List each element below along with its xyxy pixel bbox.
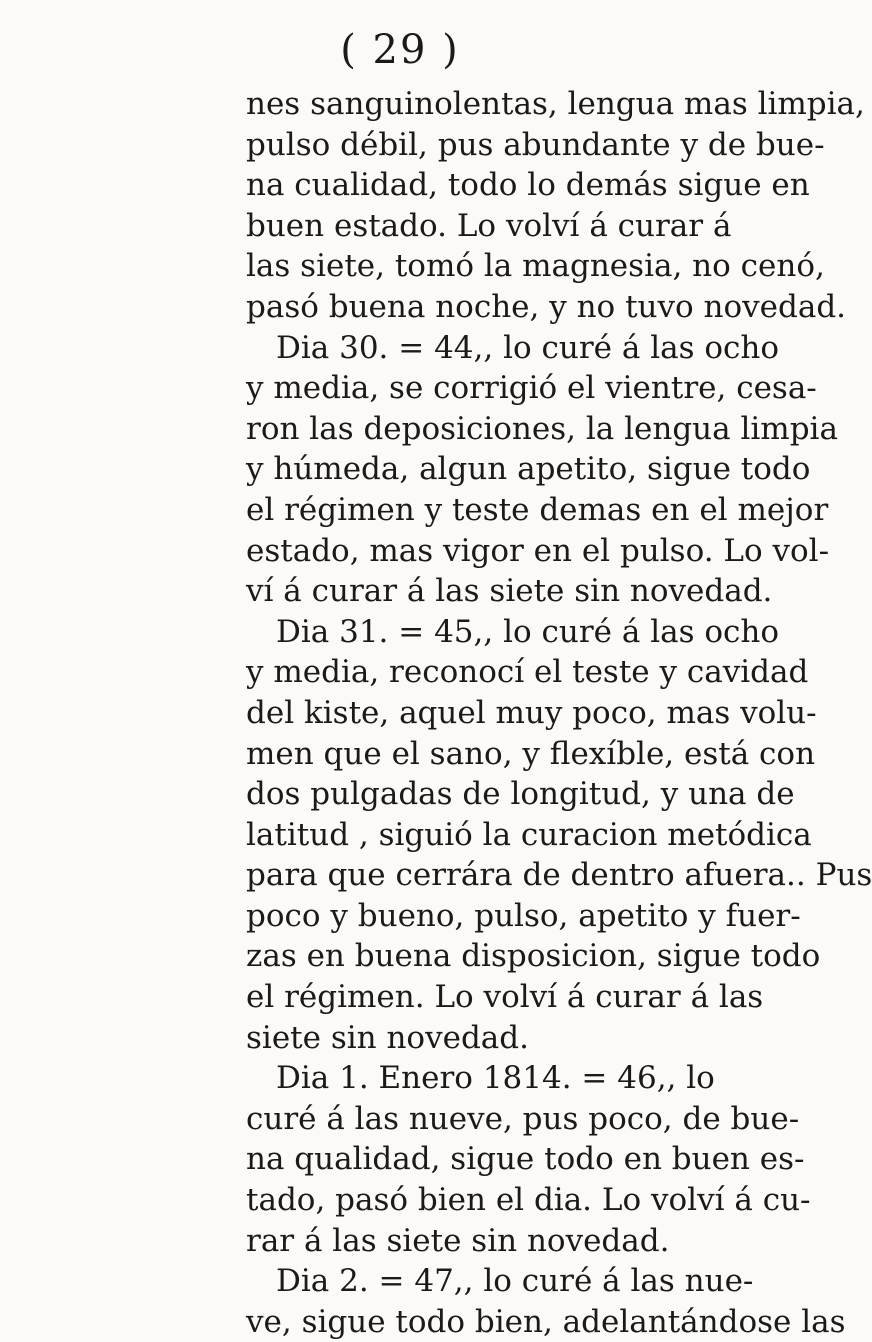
text-line: curé á las nueve, pus poco, de bue- <box>246 1100 800 1137</box>
text-line: para que cerrára de dentro afuera.. Pus <box>246 857 872 894</box>
text-line: del kiste, aquel muy poco, mas volu- <box>246 694 817 731</box>
text-line: ron las deposiciones, la lengua limpia <box>246 410 838 447</box>
text-line: ve, sigue todo bien, adelantándose las <box>246 1303 846 1340</box>
text-line: Dia 2. = 47,, lo curé á las nue- <box>276 1263 754 1300</box>
text-line: tado, pasó bien el dia. Lo volví á cu- <box>246 1182 811 1219</box>
text-line: las siete, tomó la magnesia, no cenó, <box>246 248 825 285</box>
text-line: Dia 1. Enero 1814. = 46,, lo <box>276 1060 715 1097</box>
text-line: siete sin novedad. <box>246 1019 529 1056</box>
text-line: men que el sano, y flexíble, está con <box>246 735 816 772</box>
page-number: ( 29 ) <box>340 27 460 73</box>
text-line: buen estado. Lo volví á curar á <box>246 207 732 244</box>
text-line: y húmeda, algun apetito, sigue todo <box>246 451 811 488</box>
text-line: pasó buena noche, y no tuvo novedad. <box>246 288 847 325</box>
text-line: y media, se corrigió el vientre, cesa- <box>246 370 817 407</box>
text-line: el régimen. Lo volví á curar á las <box>246 979 764 1016</box>
text-line: Dia 30. = 44,, lo curé á las ocho <box>276 329 780 366</box>
text-line: Dia 31. = 45,, lo curé á las ocho <box>276 613 780 650</box>
text-line: na qualidad, sigue todo en buen es- <box>246 1141 805 1178</box>
text-line: na cualidad, todo lo demás sigue en <box>246 167 810 204</box>
text-line: el régimen y teste demas en el mejor <box>246 491 829 528</box>
text-line: estado, mas vigor en el pulso. Lo vol- <box>246 532 830 569</box>
text-line: nes sanguinolentas, lengua mas limpia, <box>246 86 865 122</box>
text-line: pulso débil, pus abundante y de bue- <box>246 126 825 163</box>
text-line: zas en buena disposicion, sigue todo <box>246 938 821 975</box>
text-line: dos pulgadas de longitud, y una de <box>246 776 795 813</box>
text-line: rar á las siete sin novedad. <box>246 1222 670 1259</box>
text-line: poco y bueno, pulso, apetito y fuer- <box>246 897 801 934</box>
body-text <box>246 84 872 1342</box>
text-line: latitud , siguió la curacion metódica <box>246 816 812 853</box>
text-line: ví á curar á las siete sin novedad. <box>246 573 773 610</box>
text-line: y media, reconocí el teste y cavidad <box>246 654 809 691</box>
